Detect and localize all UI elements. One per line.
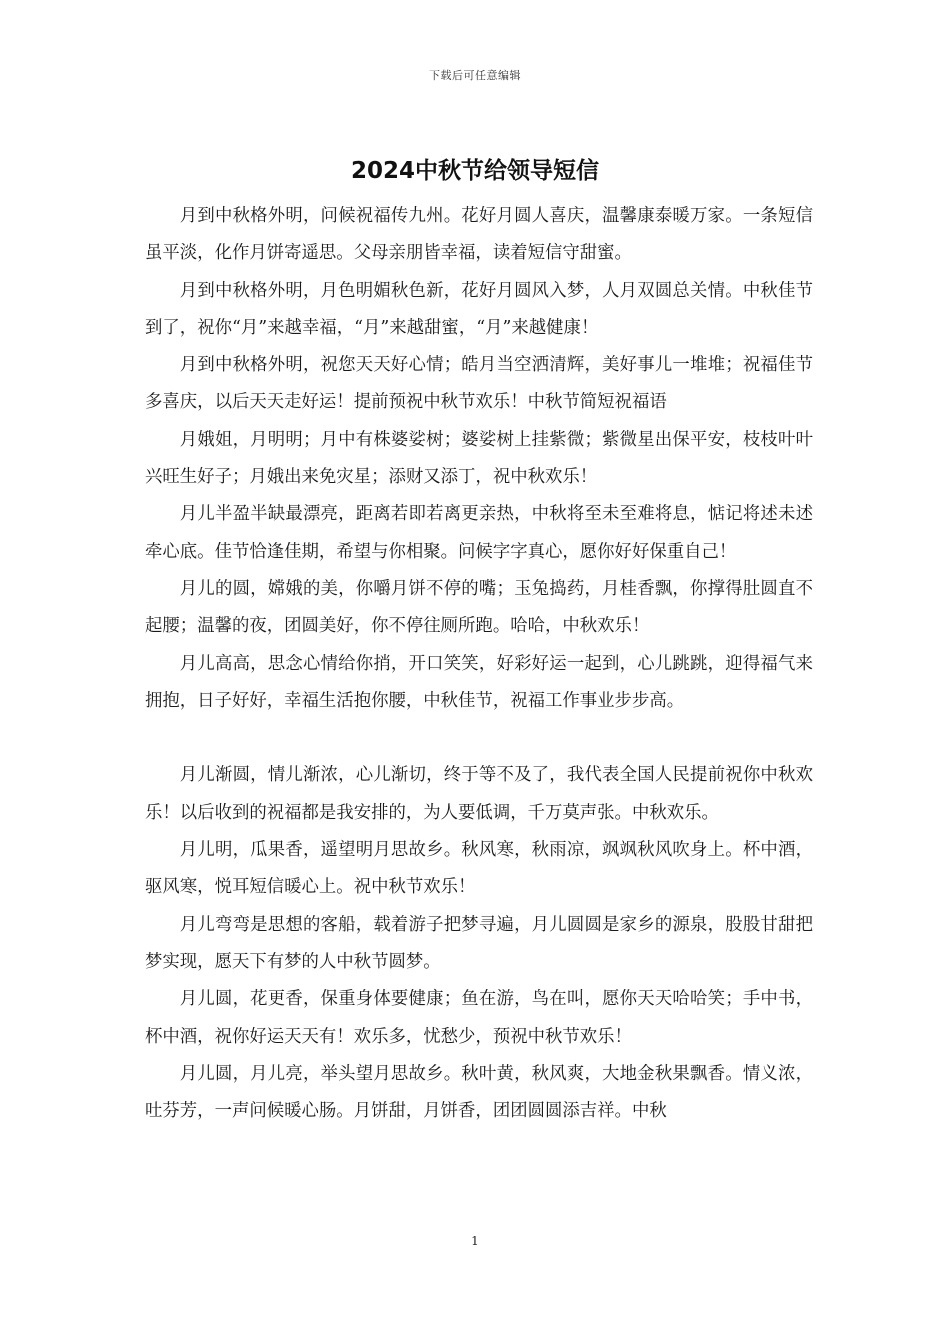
- document-title: 2024中秋节给领导短信: [350, 158, 599, 184]
- document-body: [145, 198, 813, 1130]
- paragraph-6: 月儿的圆，嫦娥的美，你嚼月饼不停的嘴；玉兔捣药，月桂香飘，你撑得肚圆直不起腰；温馨的夜，团圆美好，你不停往厕所跑。哈哈，中秋欢乐！: [145, 578, 813, 637]
- paragraph-10: 月儿弯弯是思想的客船，载着游子把梦寻遍，月儿圆圆是家乡的源泉，股股甘甜把梦实现，愿天下有梦的人中秋节圆梦。: [145, 914, 813, 972]
- page-number: 1: [471, 1234, 479, 1248]
- paragraph-11: 月儿圆，花更香，保重身体要健康；鱼在游，鸟在叫，愿你天天哈哈笑；手中书，杯中酒，祝你好运天天有！欢乐多，忧愁少，预祝中秋节欢乐！: [145, 989, 813, 1047]
- paragraph-4: 月娥姐，月明明；月中有株婆娑树；婆娑树上挂紫微；紫微星出保平安，枝枝叶叶兴旺生好子；月娥出来免灾星；添财又添丁，祝中秋欢乐！: [145, 429, 813, 488]
- blank-line: [145, 720, 813, 757]
- paragraph-1: 月到中秋格外明，问候祝福传九州。花好月圆人喜庆，温馨康泰暖万家。一条短信虽平淡，化作月饼寄遥思。父母亲朋皆幸福，读着短信守甜蜜。: [145, 206, 813, 264]
- paragraph-2: 月到中秋格外明，月色明媚秋色新，花好月圆风入梦，人月双圆总关情。中秋佳节到了，祝你“月”来越幸福，“月”来越甜蜜，“月”来越健康！: [145, 280, 813, 338]
- paragraph-8: 月儿渐圆，情儿渐浓，心儿渐切，终于等不及了，我代表全国人民提前祝你中秋欢乐！以后收到的祝福都是我安排的，为人要低调，千万莫声张。中秋欢乐。: [145, 765, 813, 823]
- page-header-note: 下载后可任意编辑: [429, 69, 521, 82]
- paragraph-5: 月儿半盈半缺最漂亮，距离若即若离更亲热，中秋将至未至难将息，惦记将述未述牵心底。佳节恰逢佳期，希望与你相聚。问候字字真心，愿你好好保重自己！: [145, 504, 813, 562]
- paragraph-3: 月到中秋格外明，祝您天天好心情；皓月当空洒清辉，美好事儿一堆堆；祝福佳节多喜庆，以后天天走好运！提前预祝中秋节欢乐！中秋节简短祝福语: [145, 355, 813, 413]
- paragraph-7: 月儿高高，思念心情给你捎，开口笑笑，好彩好运一起到，心儿跳跳，迎得福气来拥抱，日子好好，幸福生活抱你腰，中秋佳节，祝福工作事业步步高。: [145, 653, 813, 711]
- paragraph-12: 月儿圆，月儿亮，举头望月思故乡。秋叶黄，秋风爽，大地金秋果飘香。情义浓，吐芬芳，一声问候暖心肠。月饼甜，月饼香，团团圆圆添吉祥。中秋: [145, 1063, 813, 1122]
- paragraph-9: 月儿明，瓜果香，遥望明月思故乡。秋风寒，秋雨凉，飒飒秋风吹身上。杯中酒，驱风寒，悦耳短信暖心上。祝中秋节欢乐！: [145, 840, 813, 898]
